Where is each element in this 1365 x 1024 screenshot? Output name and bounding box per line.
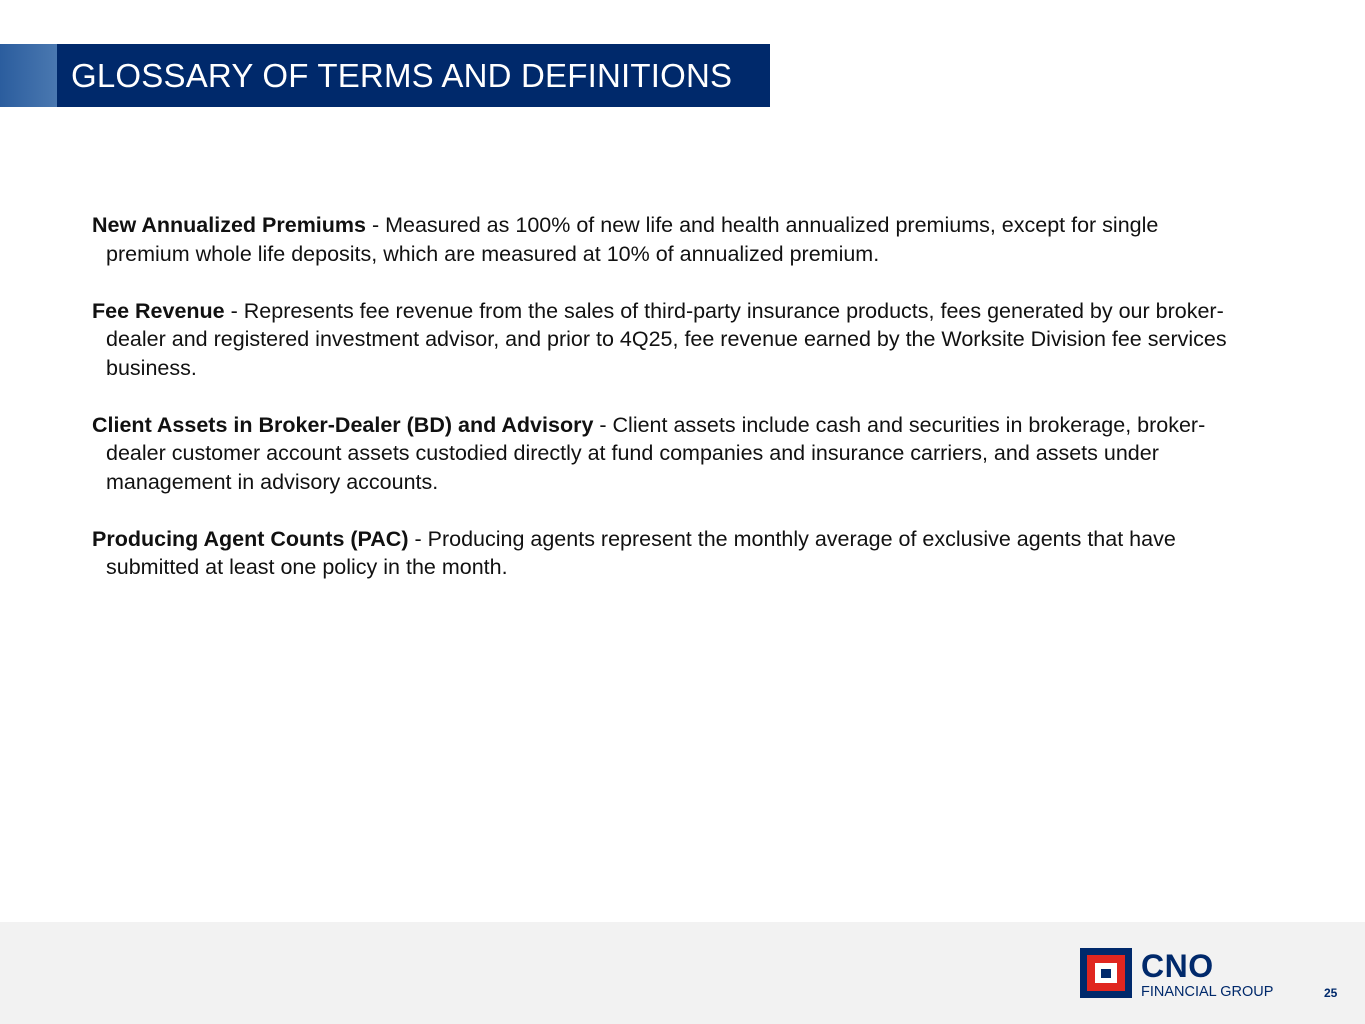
glossary-term: Fee Revenue (92, 298, 225, 323)
glossary-entry-client-assets (92, 411, 1232, 497)
cno-logo (1080, 948, 1300, 1000)
glossary-definition: - Producing agents represent the monthly average of exclusive agents that have submitted at least one policy in the month. (106, 526, 1176, 579)
glossary-term: New Annualized Premiums (92, 213, 366, 237)
glossary-definition: - Measured as 100% of new life and health annualized premiums, except for single premium whole life deposits, which are measured at 10% of annualized premium. (106, 213, 1159, 266)
glossary-entry-producing-agent-counts (92, 525, 1232, 582)
glossary-entry-new-annualized-premiums (92, 211, 1232, 268)
logo-name: CNO (1141, 948, 1214, 984)
glossary-definition: - Represents fee revenue from the sales of third-party insurance products, fees generated by our broker-dealer and registered investment advisor, and prior to 4Q25, fee revenue earned by the Worksite Division fee services business. (106, 298, 1227, 380)
glossary-list (92, 211, 1232, 610)
title-box (57, 44, 770, 107)
title-accent-bar (0, 44, 57, 107)
logo-subtitle: FINANCIAL GROUP (1141, 984, 1274, 1000)
title-banner (0, 44, 770, 107)
page-number: 25 (1324, 986, 1338, 1000)
glossary-definition: - Client assets include cash and securities in brokerage, broker-dealer customer account assets custodied directly at fund companies and insurance carriers, and assets under management in advisory accounts. (106, 412, 1206, 494)
page-title: GLOSSARY OF TERMS AND DEFINITIONS (71, 56, 733, 94)
cno-logo-mark-icon (1080, 948, 1132, 998)
glossary-entry-fee-revenue (92, 297, 1232, 383)
glossary-term: Client Assets in Broker-Dealer (BD) and Advisory (92, 412, 594, 437)
glossary-term: Producing Agent Counts (PAC) (92, 526, 409, 551)
